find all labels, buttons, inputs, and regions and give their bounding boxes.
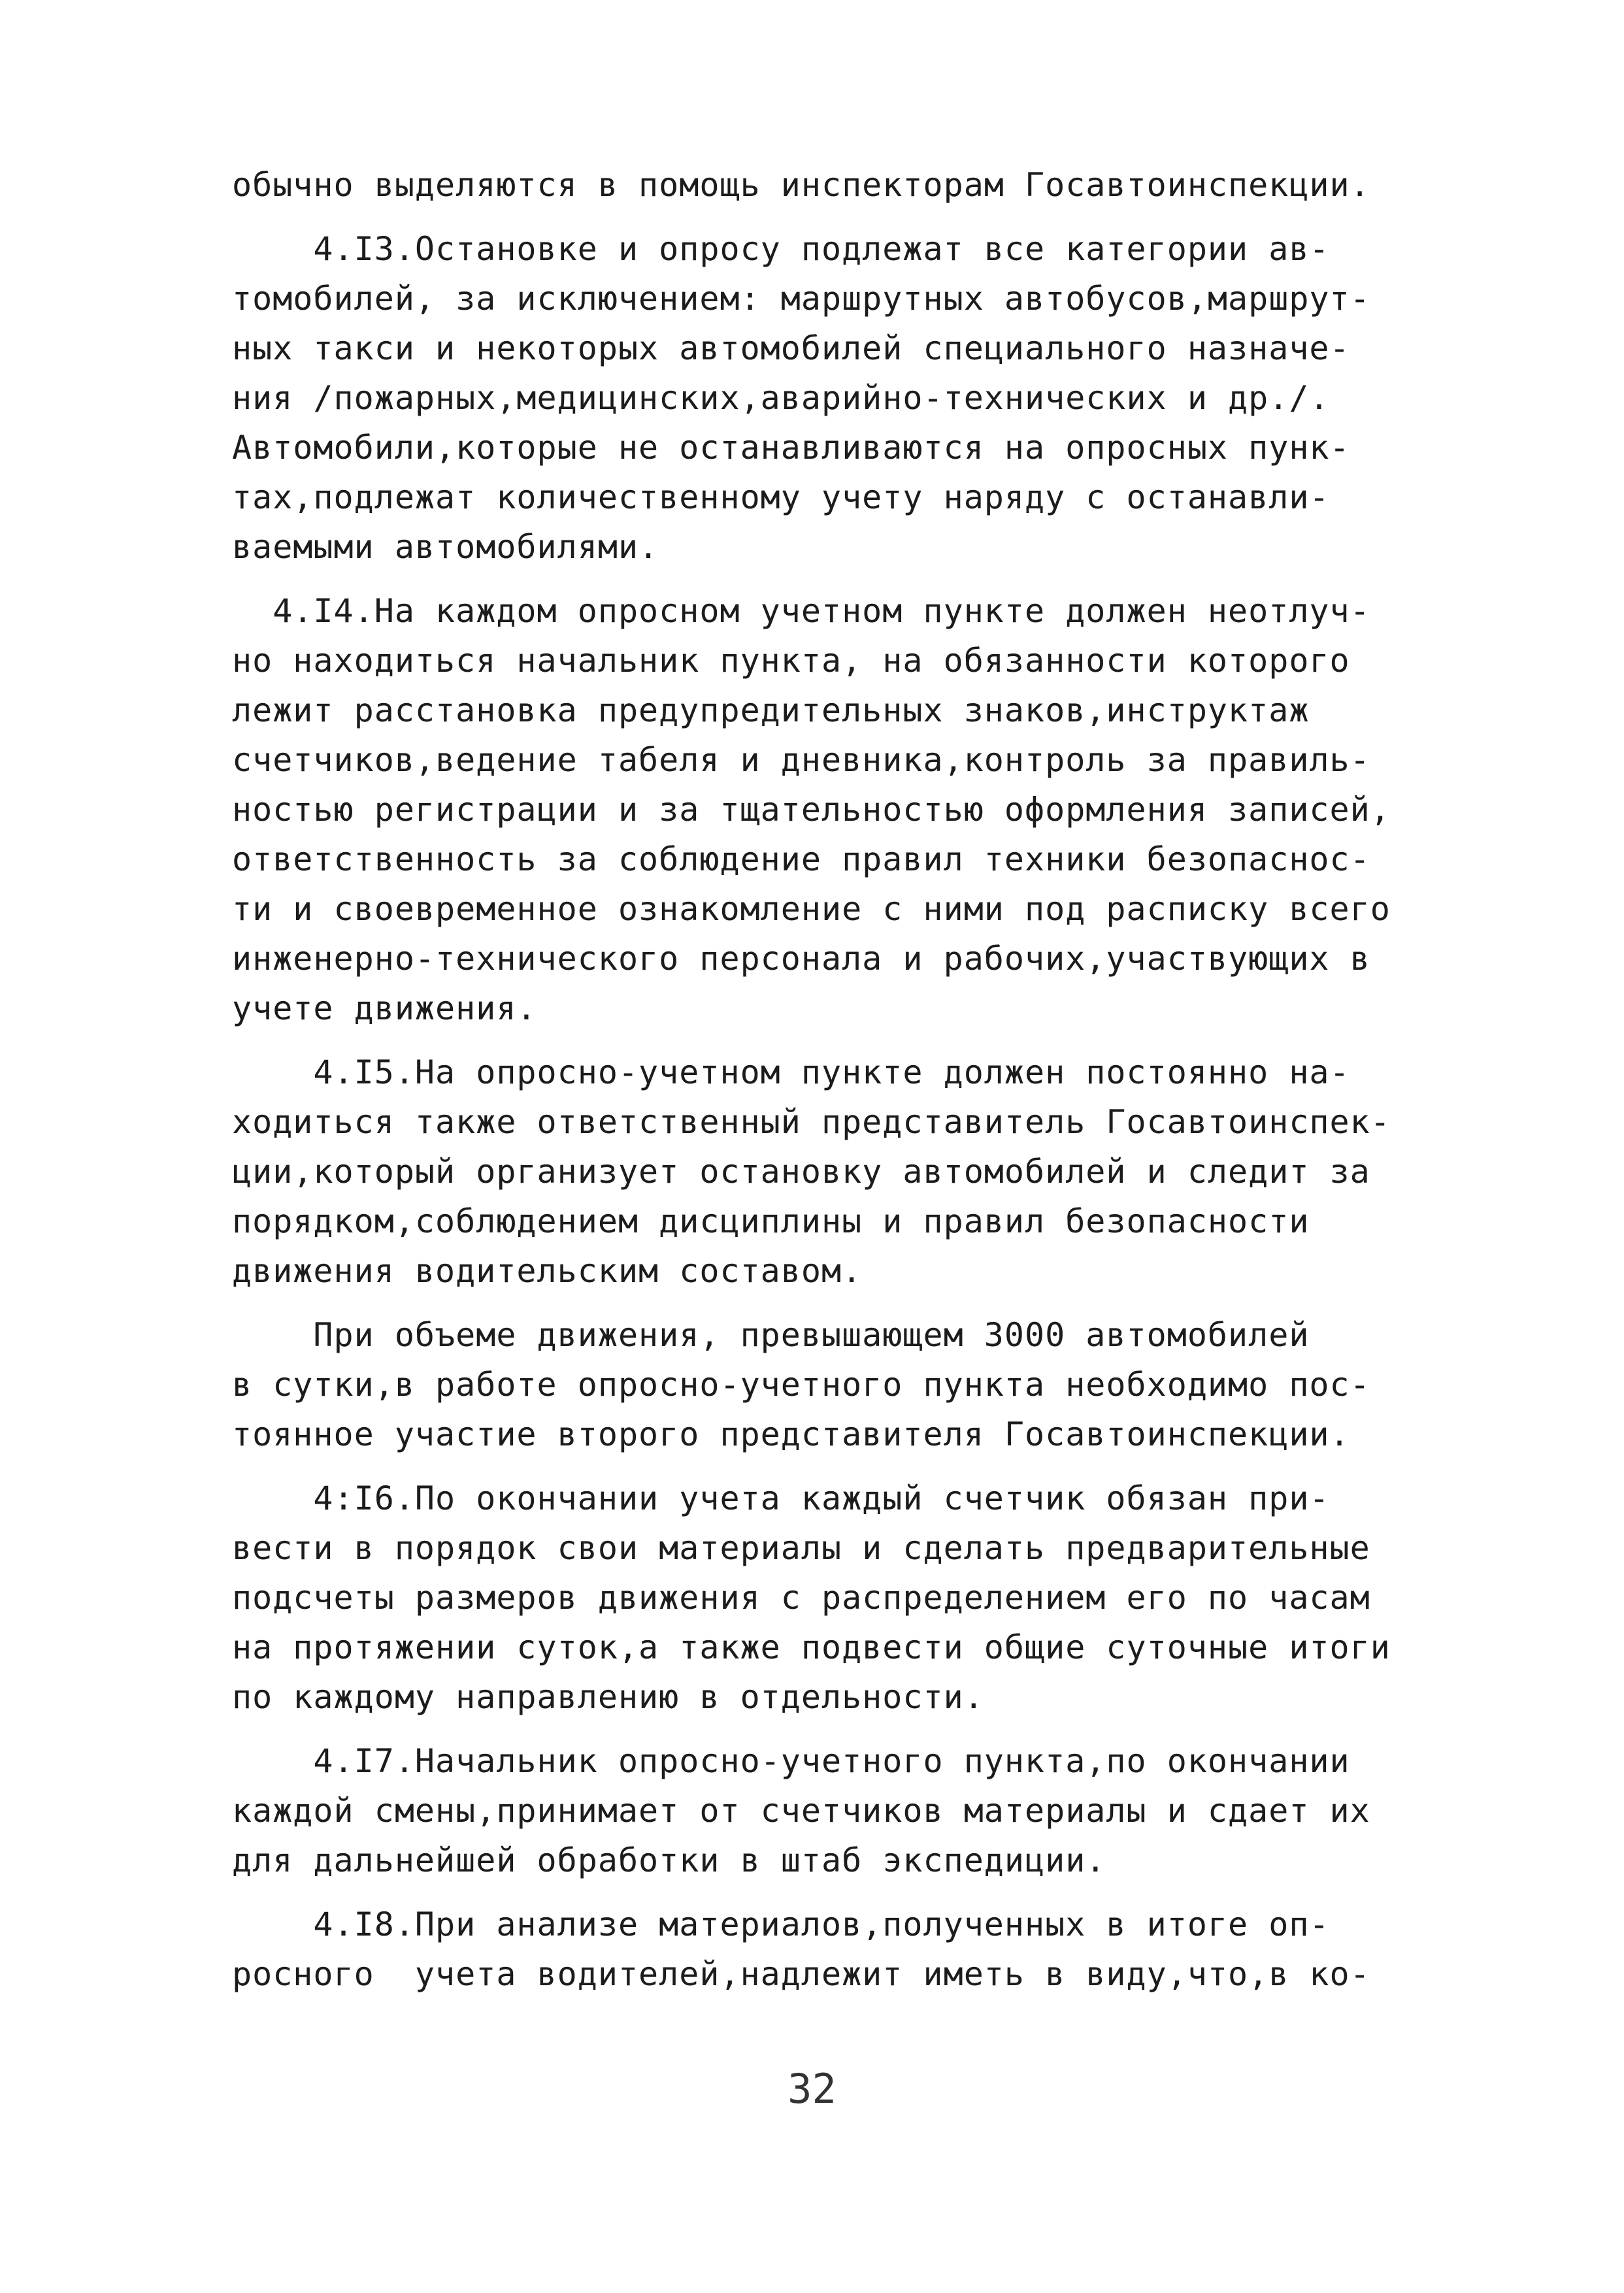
text-line: ностью регистрации и за тщательностью оформления записей, bbox=[232, 791, 1391, 829]
text-line: тоянное участие второго представителя Госавтоинспекции. bbox=[232, 1415, 1350, 1453]
paragraph-traffic-volume bbox=[232, 1310, 1428, 1459]
text-line: на протяжении суток,а также подвести общие суточные итоги bbox=[232, 1628, 1391, 1666]
text-line: движения водительским составом. bbox=[232, 1252, 863, 1290]
paragraph-4-16 bbox=[232, 1474, 1428, 1722]
text-line: вести в порядок свои материалы и сделать предварительные bbox=[232, 1529, 1370, 1567]
paragraph-4-15 bbox=[232, 1048, 1428, 1296]
text-line: лежит расстановка предупредительных знаков,инструктаж bbox=[232, 691, 1310, 729]
text-line: ния /пожарных,медицинских,аварийно-технических и др./. bbox=[232, 379, 1330, 417]
text-line: обычно выделяются в помощь инспекторам Госавтоинспекции. bbox=[232, 166, 1370, 204]
paragraph-4-17 bbox=[232, 1736, 1428, 1885]
text-line: но находиться начальник пункта, на обязанности которого bbox=[232, 642, 1350, 680]
text-line: счетчиков,ведение табеля и дневника,контроль за правиль- bbox=[232, 741, 1370, 779]
text-line: учете движения. bbox=[232, 989, 537, 1027]
text-line: ти и своевременное ознакомление с ними под расписку всего bbox=[232, 890, 1391, 928]
text-line: по каждому направлению в отдельности. bbox=[232, 1678, 984, 1716]
text-line: ных такси и некоторых автомобилей специального назначе- bbox=[232, 329, 1350, 367]
paragraph-4-13 bbox=[232, 224, 1428, 572]
paragraph-4-14 bbox=[232, 586, 1428, 1033]
text-line: ходиться также ответственный представитель Госавтоинспек- bbox=[232, 1103, 1391, 1141]
text-line: 4.I7.Начальник опросно-учетного пункта,по окончании bbox=[232, 1742, 1350, 1780]
text-line: 4.I5.На опросно-учетном пункте должен постоянно на- bbox=[232, 1053, 1350, 1091]
text-line: порядком,соблюдением дисциплины и правил безопасности bbox=[232, 1202, 1310, 1240]
text-line: ответственность за соблюдение правил техники безопаснос- bbox=[232, 840, 1370, 878]
paragraph-continuation bbox=[232, 160, 1428, 210]
document-body bbox=[232, 160, 1428, 2013]
text-line: для дальнейшей обработки в штаб экспедиции. bbox=[232, 1841, 1106, 1879]
text-line: Автомобили,которые не останавливаются на опросных пунк- bbox=[232, 429, 1350, 467]
text-line: томобилей, за исключением: маршрутных автобусов,маршрут- bbox=[232, 280, 1370, 318]
text-line: 4.I4.На каждом опросном учетном пункте должен неотлуч- bbox=[232, 592, 1370, 630]
paragraph-4-18 bbox=[232, 1900, 1428, 1999]
text-line: росного учета водителей,надлежит иметь в виду,что,в ко- bbox=[232, 1955, 1370, 1993]
text-line: 4.I8.При анализе материалов,полученных в итоге оп- bbox=[232, 1905, 1330, 1943]
text-line: тах,подлежат количественному учету наряду с останавли- bbox=[232, 478, 1330, 516]
text-line: ваемыми автомобилями. bbox=[232, 528, 659, 566]
text-line: каждой смены,принимает от счетчиков материалы и сдает их bbox=[232, 1792, 1370, 1830]
text-line: инженерно-технического персонала и рабочих,участвующих в bbox=[232, 940, 1370, 978]
text-line: подсчеты размеров движения с распределением его по часам bbox=[232, 1579, 1370, 1617]
page-number: 32 bbox=[787, 2065, 837, 2113]
text-line: ции,который организует остановку автомобилей и следит за bbox=[232, 1153, 1370, 1191]
text-line: 4:I6.По окончании учета каждый счетчик обязан при- bbox=[232, 1479, 1330, 1517]
text-line: в сутки,в работе опросно-учетного пункта необходимо пос- bbox=[232, 1366, 1370, 1404]
text-line: При объеме движения, превышающем 3000 автомобилей bbox=[232, 1316, 1310, 1354]
text-line: 4.I3.Остановке и опросу подлежат все категории ав- bbox=[232, 230, 1330, 268]
